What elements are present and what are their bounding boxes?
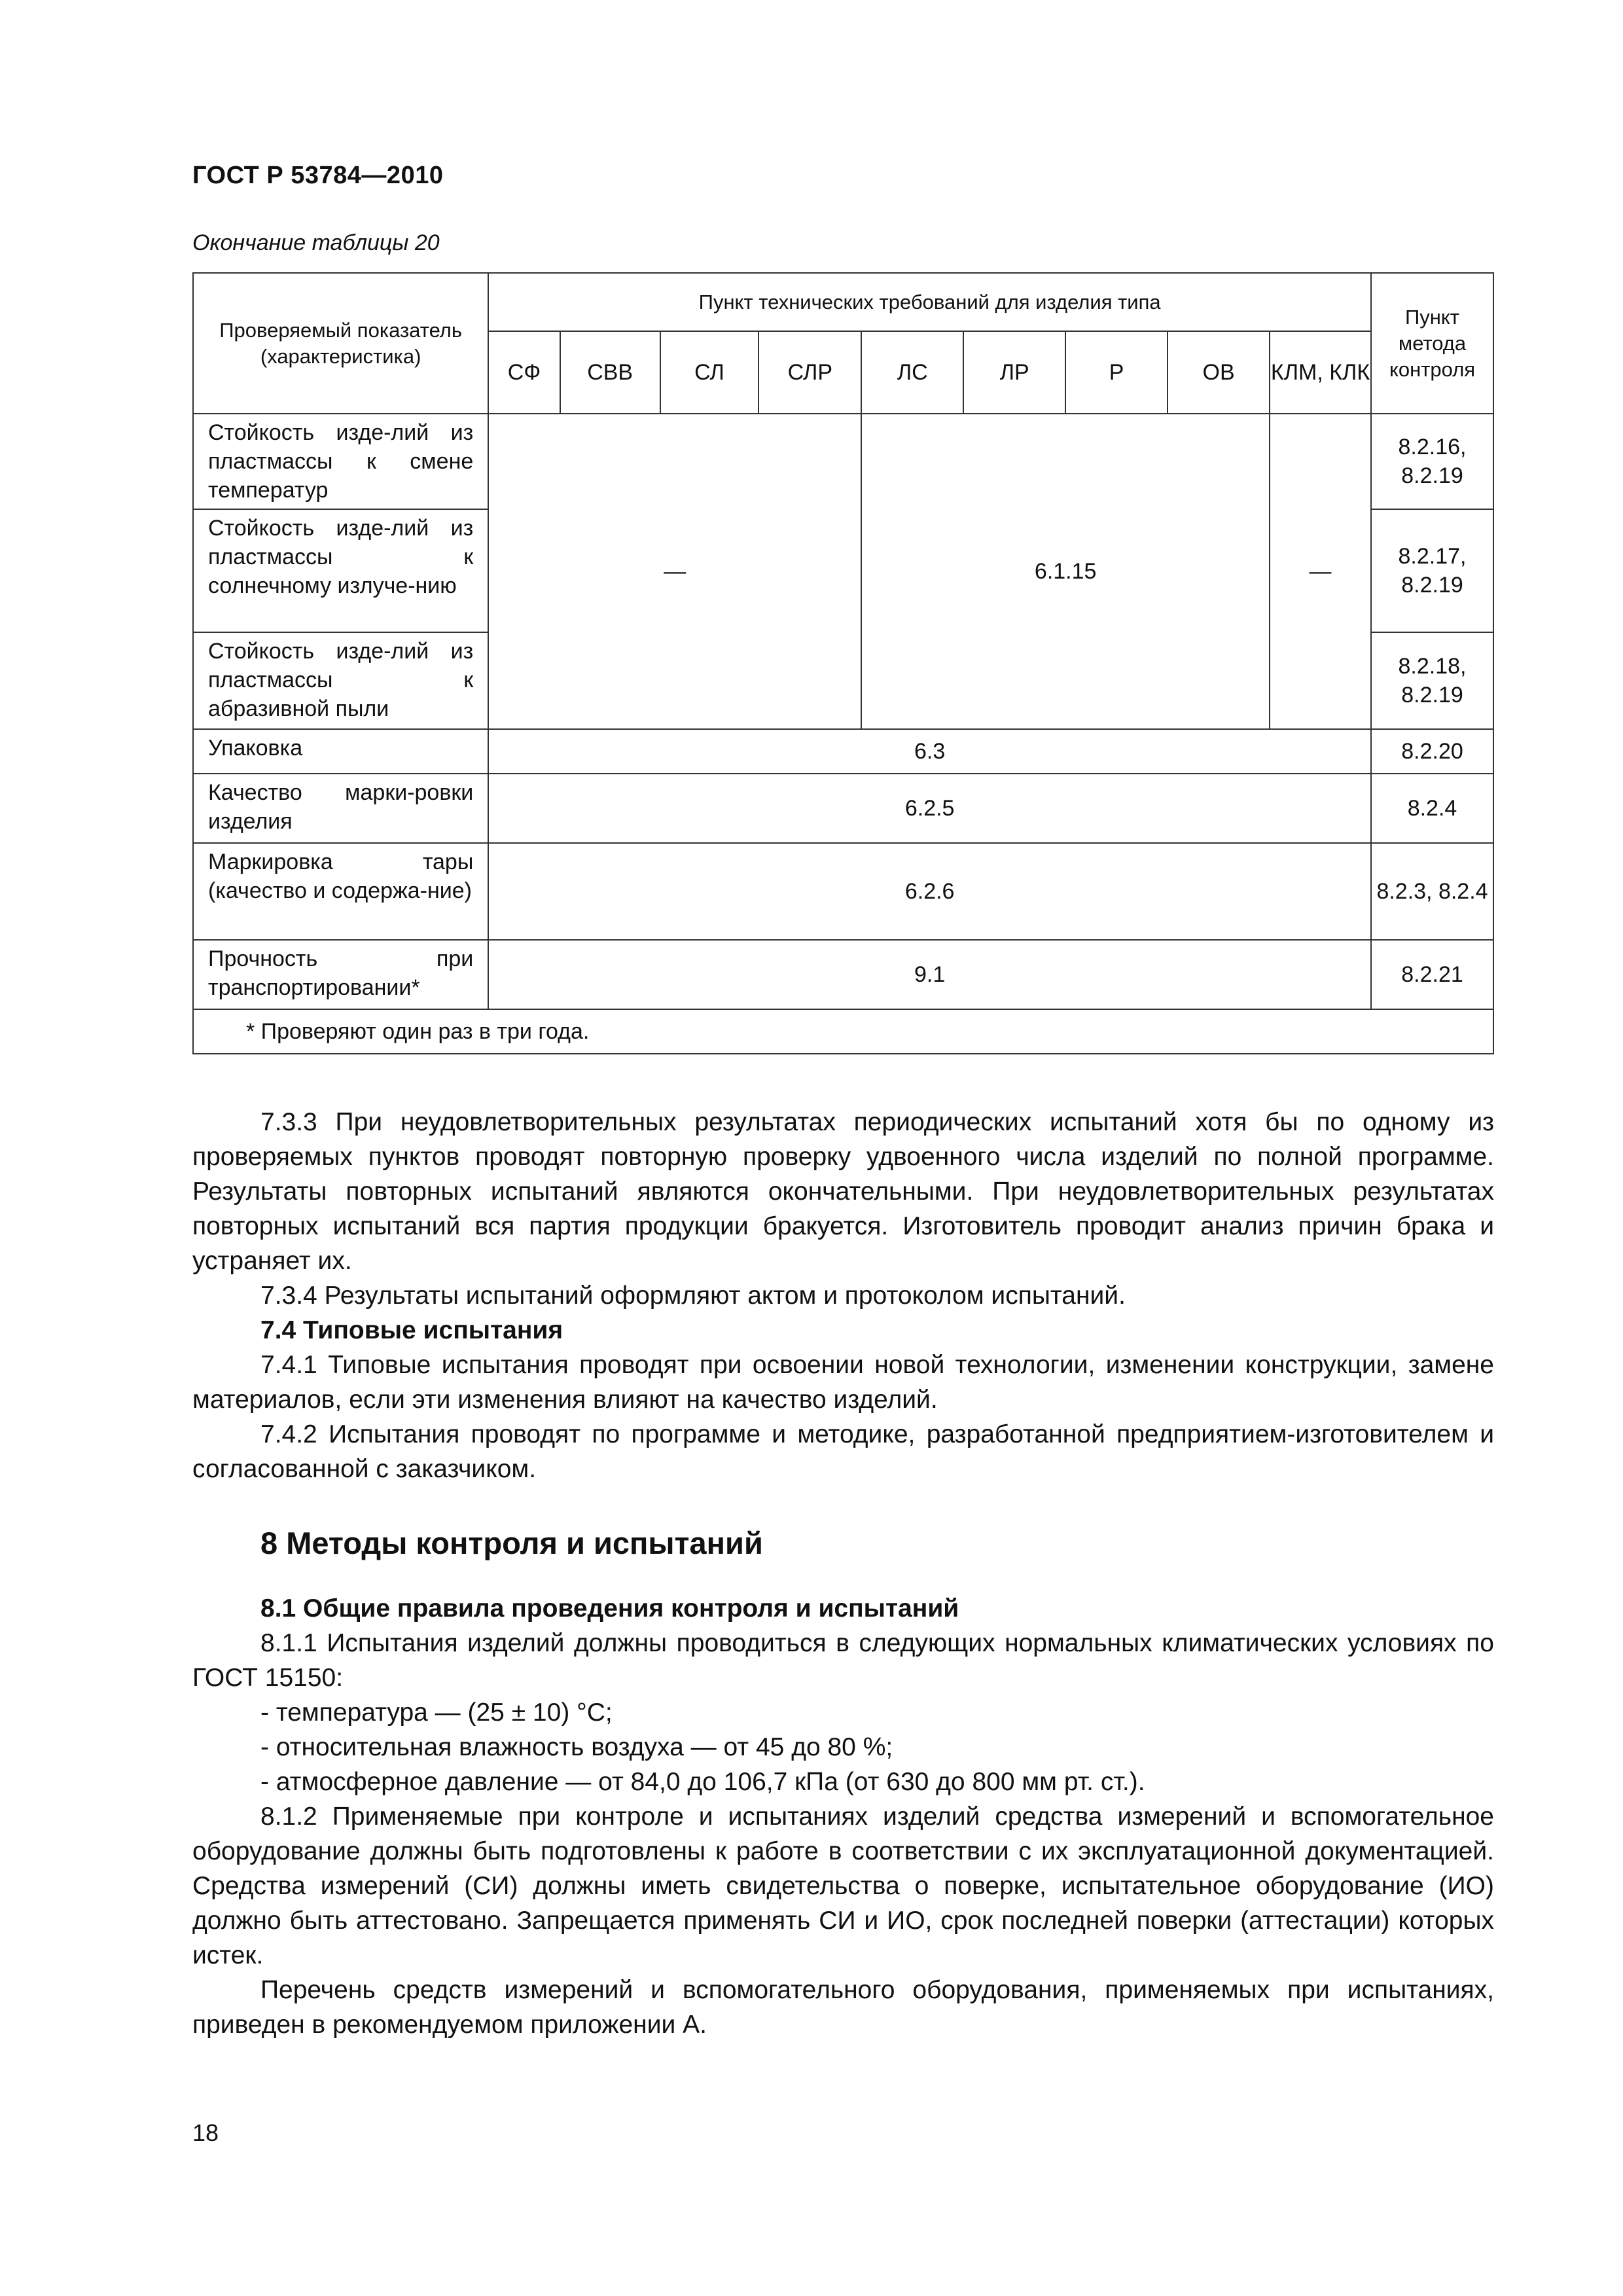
table-footnote: * Проверяют один раз в три года. <box>193 1009 1493 1054</box>
row-indicator: Стойкость изде-лий из пластмассы к солнечному излуче-нию <box>193 509 488 632</box>
row-method: 8.2.20 <box>1371 729 1493 774</box>
condition-item-pressure: - атмосферное давление — от 84,0 до 106,7 кПа (от 630 до 800 мм рт. ст.). <box>260 1768 1145 1796</box>
requirements-table <box>192 272 1494 1054</box>
row-indicator: Стойкость изде-лий из пластмассы к смене температур <box>193 414 488 509</box>
row-value: 9.1 <box>488 940 1371 1009</box>
row-method: 8.2.4 <box>1371 774 1493 843</box>
row-indicator: Упаковка <box>193 729 488 774</box>
document-code-header: ГОСТ Р 53784—2010 <box>192 162 444 189</box>
paragraph-7-4-2: 7.4.2 Испытания проводят по программе и методике, разработанной предприятием-изготовителем и согласованной с заказчиком. <box>192 1420 1494 1483</box>
row-method: 8.2.3, 8.2.4 <box>1371 843 1493 940</box>
section-8-title: 8 Методы контроля и испытаний <box>260 1526 763 1560</box>
paragraph-7-3-4: 7.3.4 Результаты испытаний оформляют актом и протоколом испытаний. <box>260 1282 1126 1310</box>
row-indicator: Прочность при транспортировании* <box>193 940 488 1009</box>
row-indicator: Стойкость изде-лий из пластмассы к абразивной пыли <box>193 632 488 729</box>
paragraph-8-1-2: 8.1.2 Применяемые при контроле и испытаниях изделий средства измерений и вспомогательное оборудование должны быть подготовлены к работе в соответствии с их эксплуатационной документацией. Средства измерений (СИ) должны иметь свидетельства о поверке, испытательное оборудование (ИО) должно быть аттестовано. Запрещается применять СИ и ИО, срок последней поверки (аттестации) которых истек. <box>192 1803 1494 1969</box>
section-8-text <box>192 1591 1494 2042</box>
header-type-slr: СЛР <box>758 331 861 414</box>
row-indicator: Качество марки-ровки изделия <box>193 774 488 843</box>
row-indicator: Маркировка тары (качество и содержа-ние) <box>193 843 488 940</box>
header-type-svv: СВВ <box>560 331 660 414</box>
row-value: 6.2.6 <box>488 843 1371 940</box>
row-method: 8.2.21 <box>1371 940 1493 1009</box>
condition-item-humidity: - относительная влажность воздуха — от 45 до 80 %; <box>260 1733 893 1761</box>
header-type-sl: СЛ <box>660 331 759 414</box>
paragraph-8-1-1: 8.1.1 Испытания изделий должны проводиться в следующих нормальных климатических условиях по ГОСТ 15150: <box>192 1629 1494 1692</box>
row-value: 6.3 <box>488 729 1371 774</box>
heading-8-1: 8.1 Общие правила проведения контроля и испытаний <box>260 1594 959 1623</box>
header-control-method: Пункт метода контроля <box>1371 273 1493 414</box>
plastic-value-merged: 6.1.15 <box>861 414 1270 729</box>
paragraph-7-4-1: 7.4.1 Типовые испытания проводят при освоении новой технологии, изменении конструкции, замене материалов, если эти изменения влияют на качество изделий. <box>192 1351 1494 1414</box>
heading-7-4: 7.4 Типовые испытания <box>260 1316 563 1344</box>
header-type-ls: ЛС <box>861 331 963 414</box>
header-type-ov: ОВ <box>1168 331 1270 414</box>
condition-item-temperature: - температура — (25 ± 10) °С; <box>260 1698 613 1727</box>
row-method: 8.2.17, 8.2.19 <box>1371 509 1493 632</box>
table-caption: Окончание таблицы 20 <box>192 230 440 255</box>
plastic-dash-left: — <box>488 414 861 729</box>
page-number: 18 <box>192 2119 219 2146</box>
paragraph-equipment-list: Перечень средств измерений и вспомогательного оборудования, применяемых при испытаниях, приведен в рекомендуемом приложении А. <box>192 1976 1494 2039</box>
header-type-sf: СФ <box>488 331 560 414</box>
header-type-lr: ЛР <box>963 331 1065 414</box>
section-7-text <box>192 1105 1494 1486</box>
row-method: 8.2.18, 8.2.19 <box>1371 632 1493 729</box>
header-type-r: Р <box>1065 331 1168 414</box>
paragraph-7-3-3: 7.3.3 При неудовлетворительных результатах периодических испытаний хотя бы по одному из проверяемых пунктов проводят повторную проверку удвоенного числа изделий по полной программе. Результаты повторных испытаний являются окончательными. При неудовлетворительных результатах повторных испытаний вся партия продукции бракуется. Изготовитель проводит анализ причин брака и устраняет их. <box>192 1108 1494 1275</box>
row-method: 8.2.16, 8.2.19 <box>1371 414 1493 509</box>
header-indicator: Проверяемый показатель (характеристика) <box>193 273 488 414</box>
header-type-klm-klk: КЛМ, КЛК <box>1270 331 1371 414</box>
row-value: 6.2.5 <box>488 774 1371 843</box>
plastic-dash-right: — <box>1270 414 1371 729</box>
header-requirements-group: Пункт технических требований для изделия типа <box>488 273 1371 331</box>
